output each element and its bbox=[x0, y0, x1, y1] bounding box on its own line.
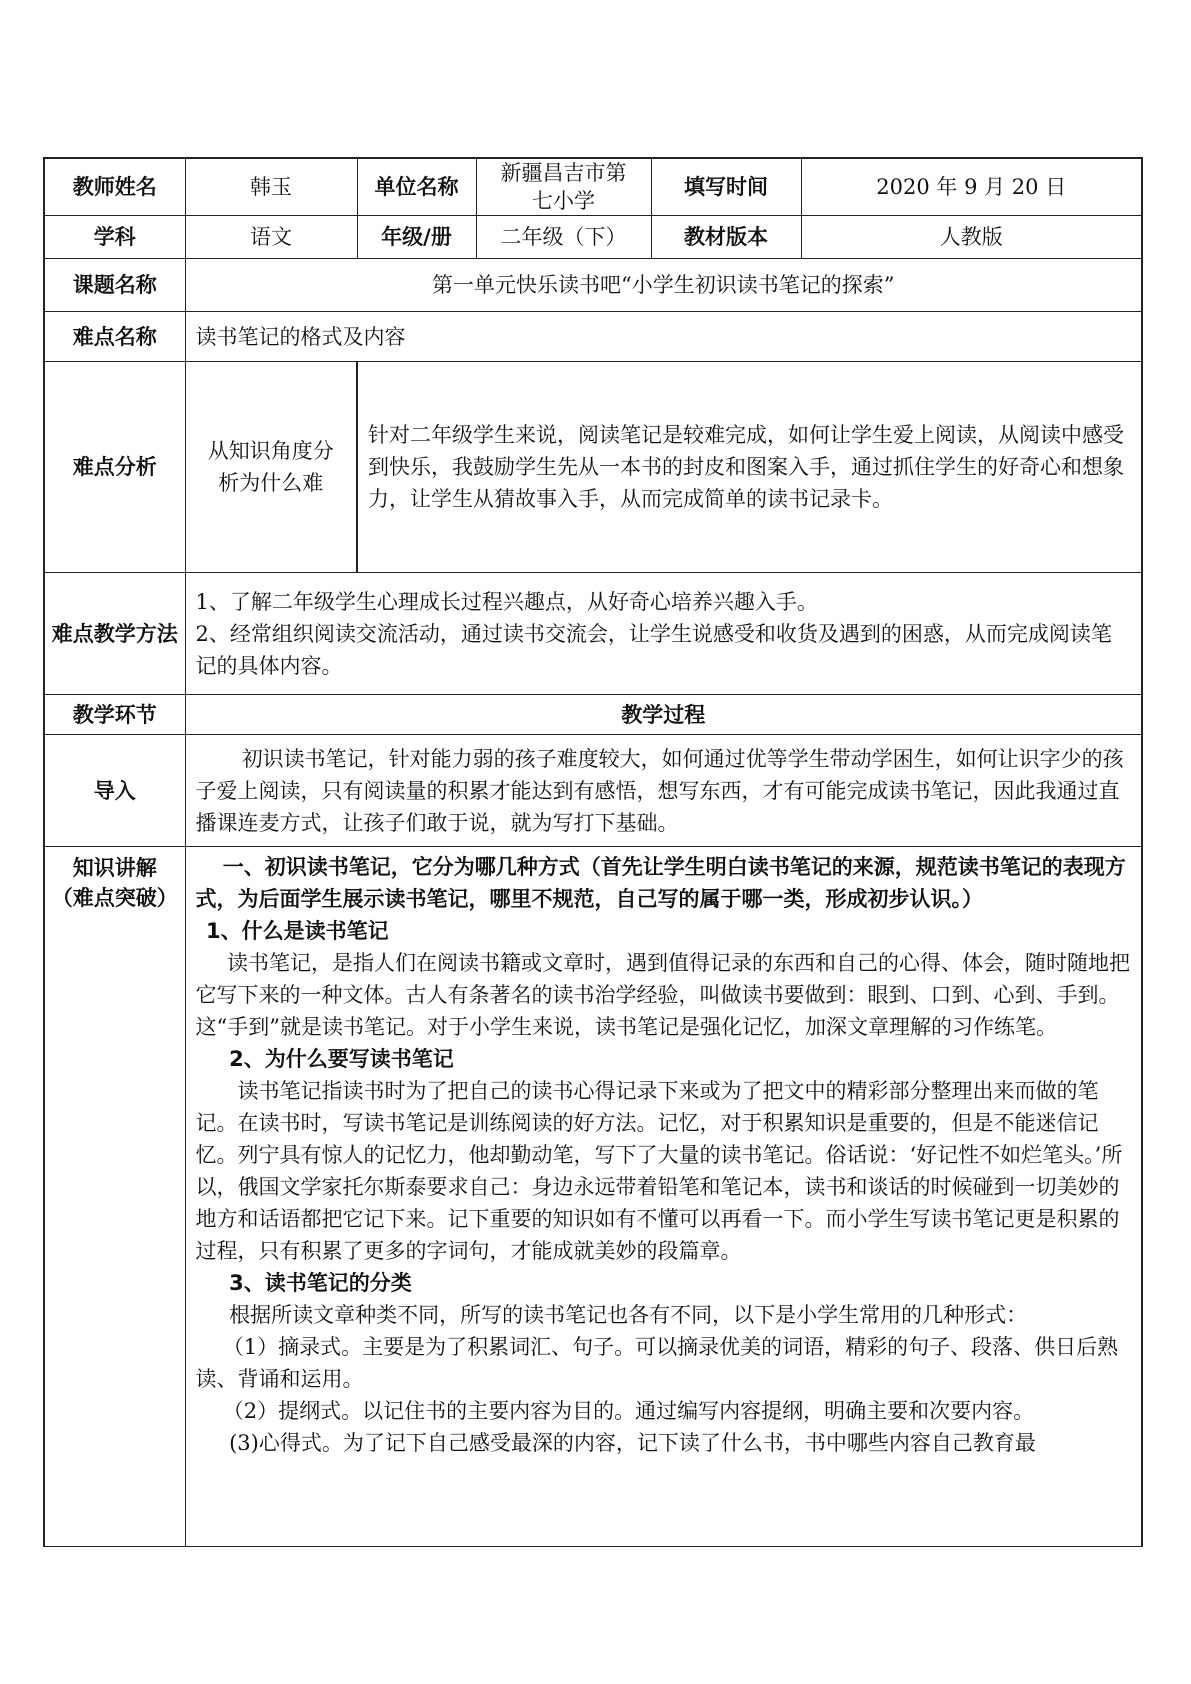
row-analysis bbox=[44, 362, 1142, 573]
row-process-header bbox=[44, 695, 1142, 735]
grade-value: 二年级（下） bbox=[476, 216, 651, 259]
difficulty-value: 读书笔记的格式及内容 bbox=[185, 312, 1142, 362]
method-item: 2、经常组织阅读交流活动，通过读书交流会，让学生说感受和收货及遇到的困惑，从而完成阅读笔记的具体内容。 bbox=[195, 621, 1112, 678]
method-content bbox=[185, 573, 1142, 695]
knowledge-type-2: （2）提纲式。以记住书的主要内容为目的。通过编写内容提纲，明确主要和次要内容。 bbox=[222, 1399, 1035, 1423]
analysis-value: 针对二年级学生来说，阅读笔记是较难完成，如何让学生爱上阅读，从阅读中感受到快乐，我鼓励学生先从一本书的封皮和图案入手，通过抓住学生的好奇心和想象力，让学生从猜故事入手，从而完成简单的读书记录卡。 bbox=[357, 362, 1142, 573]
knowledge-sub1-text: 读书笔记，是指人们在阅读书籍或文章时，遇到值得记录的东西和自己的心得、体会，随时随地把它写下来的一种文体。古人有条著名的读书治学经验，叫做读书要做到：眼到、口到、心到、手到。这“手到”就是读书笔记。对于小学生来说，读书笔记是强化记忆，加深文章理解的习作练笔。 bbox=[195, 951, 1130, 1039]
teacher-name-label: 教师姓名 bbox=[44, 158, 185, 216]
intro-content bbox=[185, 735, 1142, 847]
unit-name-label: 单位名称 bbox=[357, 158, 476, 216]
row-basic-info bbox=[44, 158, 1142, 216]
fill-date-value: 2020 年 9 月 20 日 bbox=[801, 158, 1142, 216]
fill-date-label: 填写时间 bbox=[651, 158, 801, 216]
grade-label: 年级/册 bbox=[357, 216, 476, 259]
knowledge-sub2-title: 2、为什么要写读书笔记 bbox=[229, 1047, 454, 1071]
row-difficulty bbox=[44, 312, 1142, 362]
knowledge-sub1-title: 1、什么是读书笔记 bbox=[206, 919, 389, 943]
process-title: 教学过程 bbox=[185, 695, 1142, 735]
intro-label: 导入 bbox=[44, 735, 185, 847]
subject-label: 学科 bbox=[44, 216, 185, 259]
teacher-name-value: 韩玉 bbox=[185, 158, 357, 216]
knowledge-label bbox=[44, 847, 185, 1547]
row-method bbox=[44, 573, 1142, 695]
row-intro bbox=[44, 735, 1142, 847]
edition-label: 教材版本 bbox=[651, 216, 801, 259]
method-item: 1、了解二年级学生心理成长过程兴趣点，从好奇心培养兴趣入手。 bbox=[195, 589, 818, 614]
knowledge-sub3-intro: 根据所读文章种类不同，所写的读书笔记也各有不同，以下是小学生常用的几种形式： bbox=[229, 1303, 1028, 1327]
knowledge-content bbox=[185, 847, 1142, 1547]
analysis-label: 难点分析 bbox=[44, 362, 185, 573]
method-label: 难点教学方法 bbox=[44, 573, 185, 695]
topic-value: 第一单元快乐读书吧“小学生初识读书笔记的探索” bbox=[185, 259, 1142, 312]
row-subject-info bbox=[44, 216, 1142, 259]
process-stage-label: 教学环节 bbox=[44, 695, 185, 735]
knowledge-sub2-text: 读书笔记指读书时为了把自己的读书心得记录下来或为了把文中的精彩部分整理出来而做的笔记。在读书时，写读书笔记是训练阅读的好方法。记忆，对于积累知识是重要的，但是不能迷信记忆。列宁具有惊人的记忆力，他却勤动笔，写下了大量的读书笔记。俗话说：‘好记性不如烂笔头。’所以，俄国文学家托尔斯泰要求自己：身边永远带着铅笔和笔记本，读书和谈话的时候碰到一切美妙的地方和话语都把它记下来。记下重要的知识如有不懂可以再看一下。而小学生写读书笔记更是积累的过程，只有积累了更多的字词句，才能成就美妙的段篇章。 bbox=[195, 1079, 1123, 1263]
intro-text: 初识读书笔记，针对能力弱的孩子难度较大，如何通过优等学生带动学困生，如何让识字少的孩子爱上阅读，只有阅读量的积累才能达到有感悟，想写东西，才有可能完成读书笔记，因此我通过直播课连麦方式，让孩子们敢于说，就为写打下基础。 bbox=[195, 746, 1124, 835]
lesson-plan-table bbox=[43, 157, 1143, 1547]
subject-value: 语文 bbox=[185, 216, 357, 259]
topic-label: 课题名称 bbox=[44, 259, 185, 312]
analysis-sub-label: 从知识角度分析为什么难 bbox=[185, 362, 357, 573]
knowledge-type-1: （1）摘录式。主要是为了积累词汇、句子。可以摘录优美的词语，精彩的句子、段落、供日后熟读、背诵和运用。 bbox=[195, 1335, 1119, 1391]
knowledge-type-3: (3)心得式。为了记下自己感受最深的内容，记下读了什么书，书中哪些内容自己教育最 bbox=[229, 1431, 1036, 1455]
knowledge-label-line2: （难点突破） bbox=[51, 886, 178, 910]
difficulty-label: 难点名称 bbox=[44, 312, 185, 362]
edition-value: 人教版 bbox=[801, 216, 1142, 259]
knowledge-sub3-title: 3、读书笔记的分类 bbox=[229, 1271, 412, 1295]
unit-name-value: 新疆昌吉市第七小学 bbox=[476, 158, 651, 216]
row-knowledge bbox=[44, 847, 1142, 1547]
knowledge-label-line1: 知识讲解 bbox=[72, 856, 157, 880]
row-topic bbox=[44, 259, 1142, 312]
knowledge-heading-1: 一、初识读书笔记，它分为哪几种方式（首先让学生明白读书笔记的来源，规范读书笔记的表现方式，为后面学生展示读书笔记，哪里不规范，自己写的属于哪一类，形成初步认识。） bbox=[195, 855, 1126, 911]
